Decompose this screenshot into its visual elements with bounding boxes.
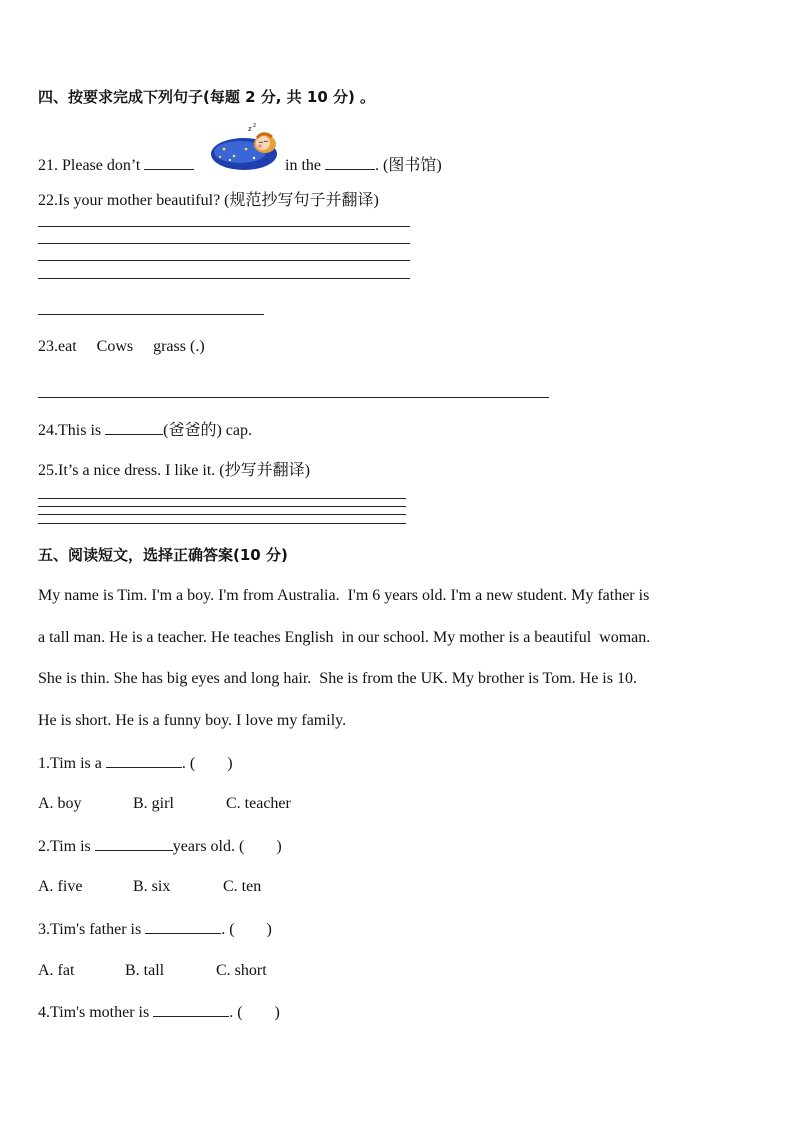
passage-line: My name is Tim. I'm a boy. I'm from Australia. I'm 6 years old. I'm a new student. My father is xyxy=(38,587,650,604)
svg-text:z: z xyxy=(253,122,257,129)
q23-words: .eat Cows grass (.) xyxy=(54,338,205,355)
writing-line xyxy=(38,226,410,227)
q21-part2: in the xyxy=(285,157,321,174)
section-4-title: 四、按要求完成下列句子(每题 2 分, 共 10 分) 。 xyxy=(38,88,376,106)
question-24 xyxy=(38,420,252,441)
question-paren: . ( ) xyxy=(181,755,233,772)
q24-blank[interactable] xyxy=(105,420,163,435)
question-21-end xyxy=(285,155,442,176)
writing-line xyxy=(38,278,410,279)
option-a[interactable]: A. boy xyxy=(38,795,82,812)
question-blank[interactable] xyxy=(106,753,182,768)
q23-number: 23 xyxy=(38,338,54,355)
q21-blank-2[interactable] xyxy=(325,155,375,170)
question-blank[interactable] xyxy=(145,919,221,934)
writing-line xyxy=(38,514,406,515)
question-stem: 2.Tim is xyxy=(38,838,91,855)
writing-line xyxy=(38,506,406,507)
reading-question-4 xyxy=(38,1002,280,1023)
svg-text:z: z xyxy=(248,125,252,133)
question-22: 22.Is your mother beautiful? (规范抄写句子并翻译) xyxy=(38,192,379,209)
question-21 xyxy=(38,155,194,176)
writing-line xyxy=(38,243,410,244)
question-25 xyxy=(38,461,310,481)
option-b[interactable]: B. six xyxy=(133,878,171,895)
sleeping-child-icon xyxy=(210,122,278,172)
option-c[interactable]: C. teacher xyxy=(226,795,291,812)
question-paren: . ( ) xyxy=(221,921,272,938)
question-blank[interactable] xyxy=(153,1002,229,1017)
option-b[interactable]: B. girl xyxy=(133,795,174,812)
q25-text: .It’s a nice dress. I like it. (抄写并翻译) xyxy=(54,462,310,479)
q21-part3: . (图书馆) xyxy=(375,157,442,174)
q21-blank-1[interactable] xyxy=(144,155,194,170)
passage-line: She is thin. She has big eyes and long hair. She is from the UK. My brother is Tom. He is 10. xyxy=(38,670,637,687)
passage-line: He is short. He is a funny boy. I love my family. xyxy=(38,712,347,729)
option-a[interactable]: A. five xyxy=(38,878,83,895)
q21-number: 21 xyxy=(38,157,54,174)
writing-line xyxy=(38,523,406,524)
q21-part1: . Please don’t xyxy=(54,157,141,174)
option-b[interactable]: B. tall xyxy=(125,962,165,979)
section-5-title: 五、阅读短文，选择正确答案(10 分) xyxy=(38,546,288,564)
question-paren: . ( ) xyxy=(229,1004,280,1021)
reading-question-1 xyxy=(38,753,233,774)
question-stem: 1.Tim is a xyxy=(38,755,102,772)
q24-part1: .This is xyxy=(54,422,102,439)
question-blank[interactable] xyxy=(95,836,173,851)
question-stem: 3.Tim's father is xyxy=(38,921,142,938)
passage-line: a tall man. He is a teacher. He teaches English in our school. My mother is a beautiful woman. xyxy=(38,629,651,646)
option-a[interactable]: A. fat xyxy=(38,962,75,979)
question-stem: 4.Tim's mother is xyxy=(38,1004,150,1021)
answer-line[interactable] xyxy=(38,397,549,398)
reading-question-3 xyxy=(38,919,272,940)
option-c[interactable]: C. short xyxy=(216,962,267,979)
writing-line xyxy=(38,260,410,261)
question-23 xyxy=(38,337,205,357)
q25-number: 25 xyxy=(38,462,54,479)
question-paren: years old. ( ) xyxy=(172,838,282,855)
option-c[interactable]: C. ten xyxy=(223,878,262,895)
writing-line xyxy=(38,498,406,499)
q24-part2: (爸爸的) cap. xyxy=(163,422,252,439)
reading-question-2 xyxy=(38,836,282,857)
q24-number: 24 xyxy=(38,422,54,439)
answer-line[interactable] xyxy=(38,314,264,315)
